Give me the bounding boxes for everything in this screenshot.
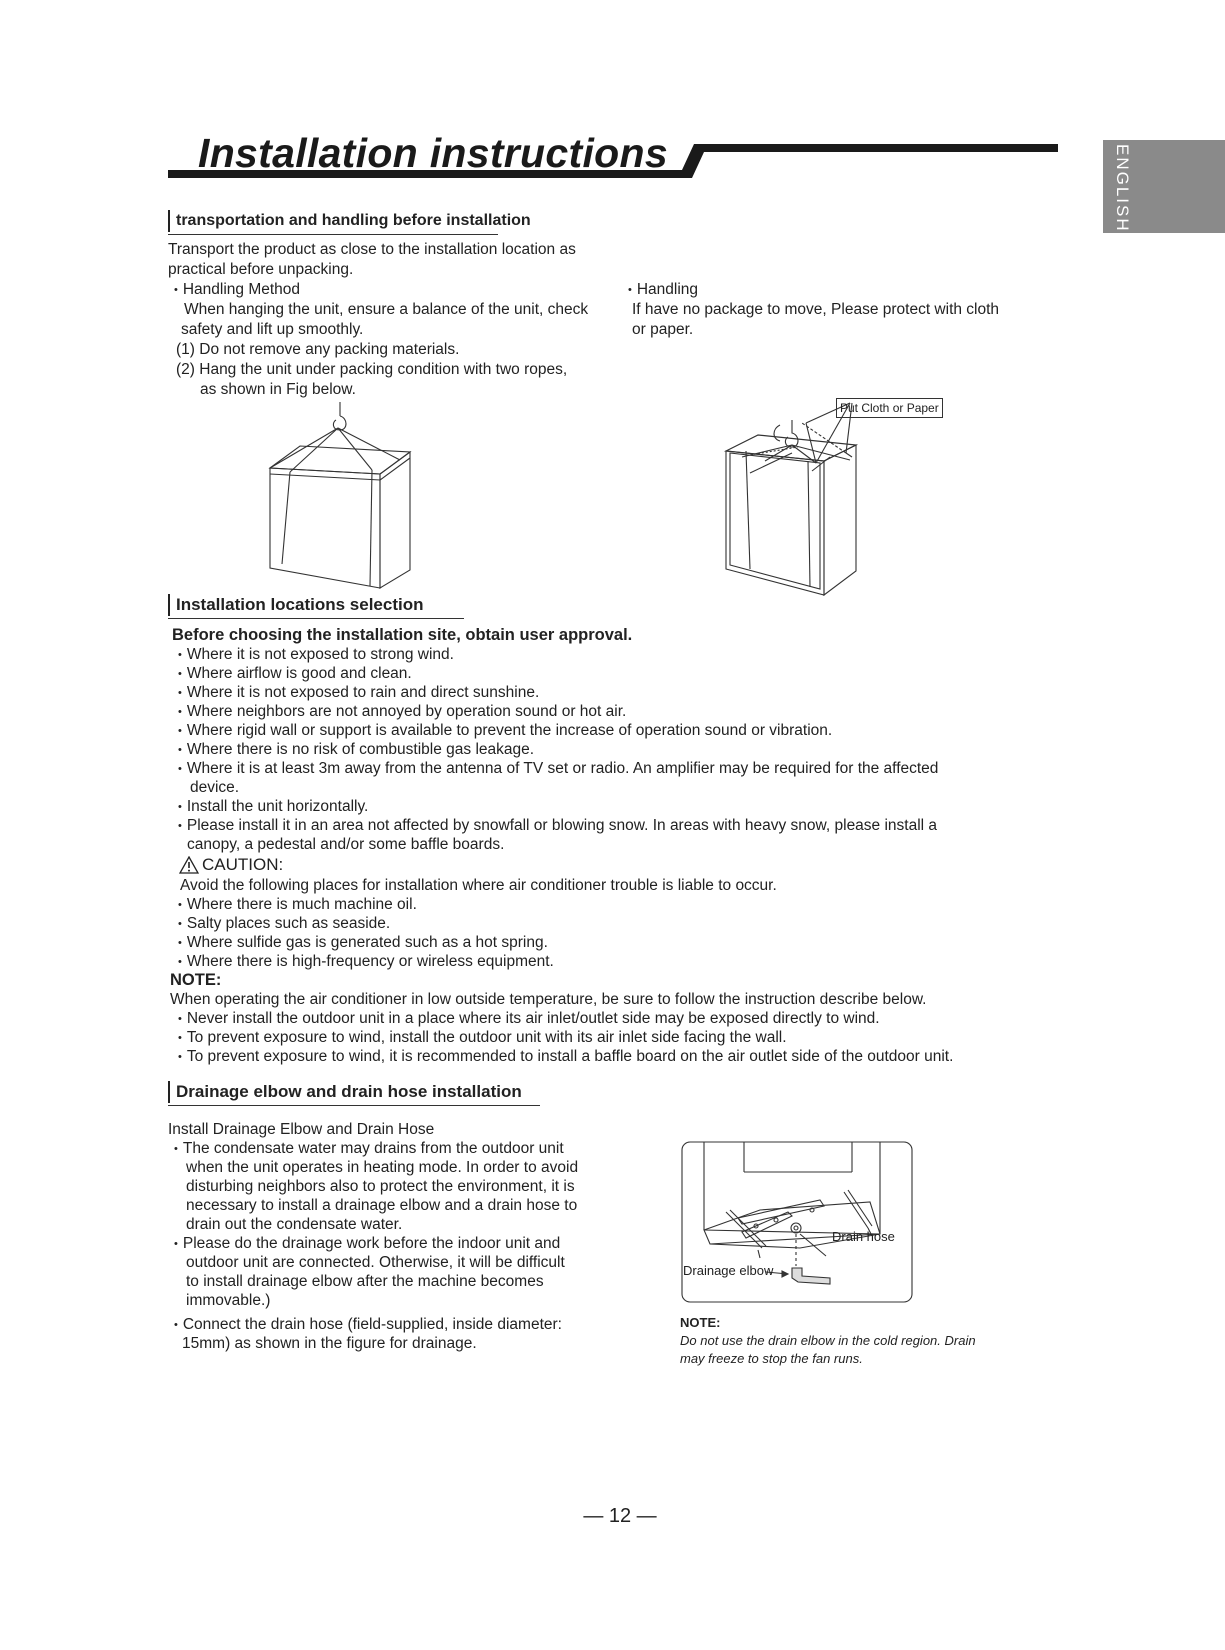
drainage-bullet-3-line: 15mm) as shown in the figure for drainage. (182, 1335, 477, 1352)
drainage-bullet-2-line: outdoor unit are connected. Otherwise, it will be difficult (186, 1254, 565, 1271)
caution-item: • Where there is high-frequency or wireless equipment. (178, 952, 554, 973)
caution-item: • Salty places such as seaside. (178, 914, 390, 935)
drainage-bullet-1-line: drain out the condensate water. (186, 1216, 403, 1233)
packed-unit-hoist-figure (260, 400, 430, 590)
section-heading-drainage: Drainage elbow and drain hose installation (168, 1081, 522, 1103)
handling-step-2b: as shown in Fig below. (200, 381, 356, 398)
caution-item: • Where there is much machine oil. (178, 895, 417, 916)
handling-method-line-2: safety and lift up smoothly. (181, 321, 364, 338)
note-lead: When operating the air conditioner in low outside temperature, be sure to follow the instruction describe below. (170, 991, 927, 1008)
drain-elbow-figure (680, 1140, 916, 1304)
caution-label: CAUTION: (202, 855, 284, 874)
locations-lead: Before choosing the installation site, obtain user approval. (172, 626, 633, 644)
note-item: • To prevent exposure to wind, install the outdoor unit with its air inlet side facing the wall. (178, 1028, 787, 1049)
note-item: • Never install the outdoor unit in a place where its air inlet/outlet side may be exposed directly to wind. (178, 1009, 880, 1030)
caution-lead: Avoid the following places for installation where air conditioner trouble is liable to occur. (180, 877, 777, 894)
location-item: • Please install it in an area not affected by snowfall or blowing snow. In areas with heavy snow, please install a (178, 816, 937, 837)
unpacked-unit-hoist-figure (720, 395, 940, 605)
drainage-bullet-1-line: disturbing neighbors also to protect the environment, it is (186, 1178, 575, 1195)
handling-method-label: • Handling Method (174, 280, 300, 301)
handling-step-1: (1) Do not remove any packing materials. (176, 341, 460, 358)
title-rule (0, 0, 1225, 200)
location-item: • Where rigid wall or support is available to prevent the increase of operation sound or vibration. (178, 721, 832, 742)
location-item-cont: canopy, a pedestal and/or some baffle boards. (187, 836, 505, 853)
transport-intro-2: practical before unpacking. (168, 261, 354, 278)
page-title: Installation instructions (198, 130, 668, 176)
drainage-bullet-1-line: when the unit operates in heating mode. In order to avoid (186, 1159, 579, 1176)
language-label: ENGLISH (1113, 143, 1132, 233)
location-item: • Where it is at least 3m away from the antenna of TV set or radio. An amplifier may be required for the affected (178, 759, 938, 780)
drainage-bullet-1: • The condensate water may drains from the outdoor unit (174, 1139, 564, 1160)
warning-triangle-icon (179, 856, 199, 874)
page-number: — 12 — (583, 1505, 657, 1527)
drain-hose-label: Drain hose (832, 1229, 895, 1244)
section-heading-transport: transportation and handling before installation (168, 210, 531, 232)
drainage-note-line-1: Do not use the drain elbow in the cold region. Drain (680, 1333, 976, 1348)
drainage-note-line-2: may freeze to stop the fan runs. (680, 1351, 863, 1366)
caution-item: • Where sulfide gas is generated such as a hot spring. (178, 933, 548, 954)
handling-line-1: If have no package to move, Please protect with cloth (632, 301, 1000, 318)
callout-put-cloth: Put Cloth or Paper (836, 398, 943, 418)
location-item: • Where there is no risk of combustible gas leakage. (178, 740, 534, 761)
transport-intro-1: Transport the product as close to the installation location as (168, 241, 576, 258)
section-heading-locations: Installation locations selection (168, 594, 424, 616)
drainage-bullet-2-line: immovable.) (186, 1292, 271, 1309)
location-item: • Where neighbors are not annoyed by operation sound or hot air. (178, 702, 626, 723)
handling-label: • Handling (628, 280, 698, 301)
drainage-bullet-3: • Connect the drain hose (field-supplied, inside diameter: (174, 1315, 562, 1336)
location-item-cont: device. (190, 779, 240, 796)
location-item: • Install the unit horizontally. (178, 797, 368, 818)
handling-method-line-1: When hanging the unit, ensure a balance of the unit, check (184, 301, 589, 318)
drainage-bullet-2: • Please do the drainage work before the indoor unit and (174, 1234, 560, 1255)
note-label: NOTE: (170, 971, 222, 989)
drainage-bullet-2-line: to install drainage elbow after the machine becomes (186, 1273, 544, 1290)
location-item: • Where it is not exposed to strong wind. (178, 645, 454, 666)
drainage-intro: Install Drainage Elbow and Drain Hose (168, 1121, 435, 1138)
location-item: • Where airflow is good and clean. (178, 664, 412, 685)
handling-step-2a: (2) Hang the unit under packing condition with two ropes, (176, 361, 568, 378)
handling-line-2: or paper. (632, 321, 694, 338)
section-underline (168, 234, 498, 235)
location-item: • Where it is not exposed to rain and direct sunshine. (178, 683, 539, 704)
note-item: • To prevent exposure to wind, it is recommended to install a baffle board on the air outlet side of the outdoor unit. (178, 1047, 953, 1068)
drainage-bullet-1-line: necessary to install a drainage elbow and a drain hose to (186, 1197, 578, 1214)
drainage-note-label: NOTE: (680, 1315, 721, 1330)
section-underline (168, 1105, 540, 1106)
drainage-elbow-label: Drainage elbow (683, 1263, 774, 1278)
section-underline (168, 618, 464, 619)
